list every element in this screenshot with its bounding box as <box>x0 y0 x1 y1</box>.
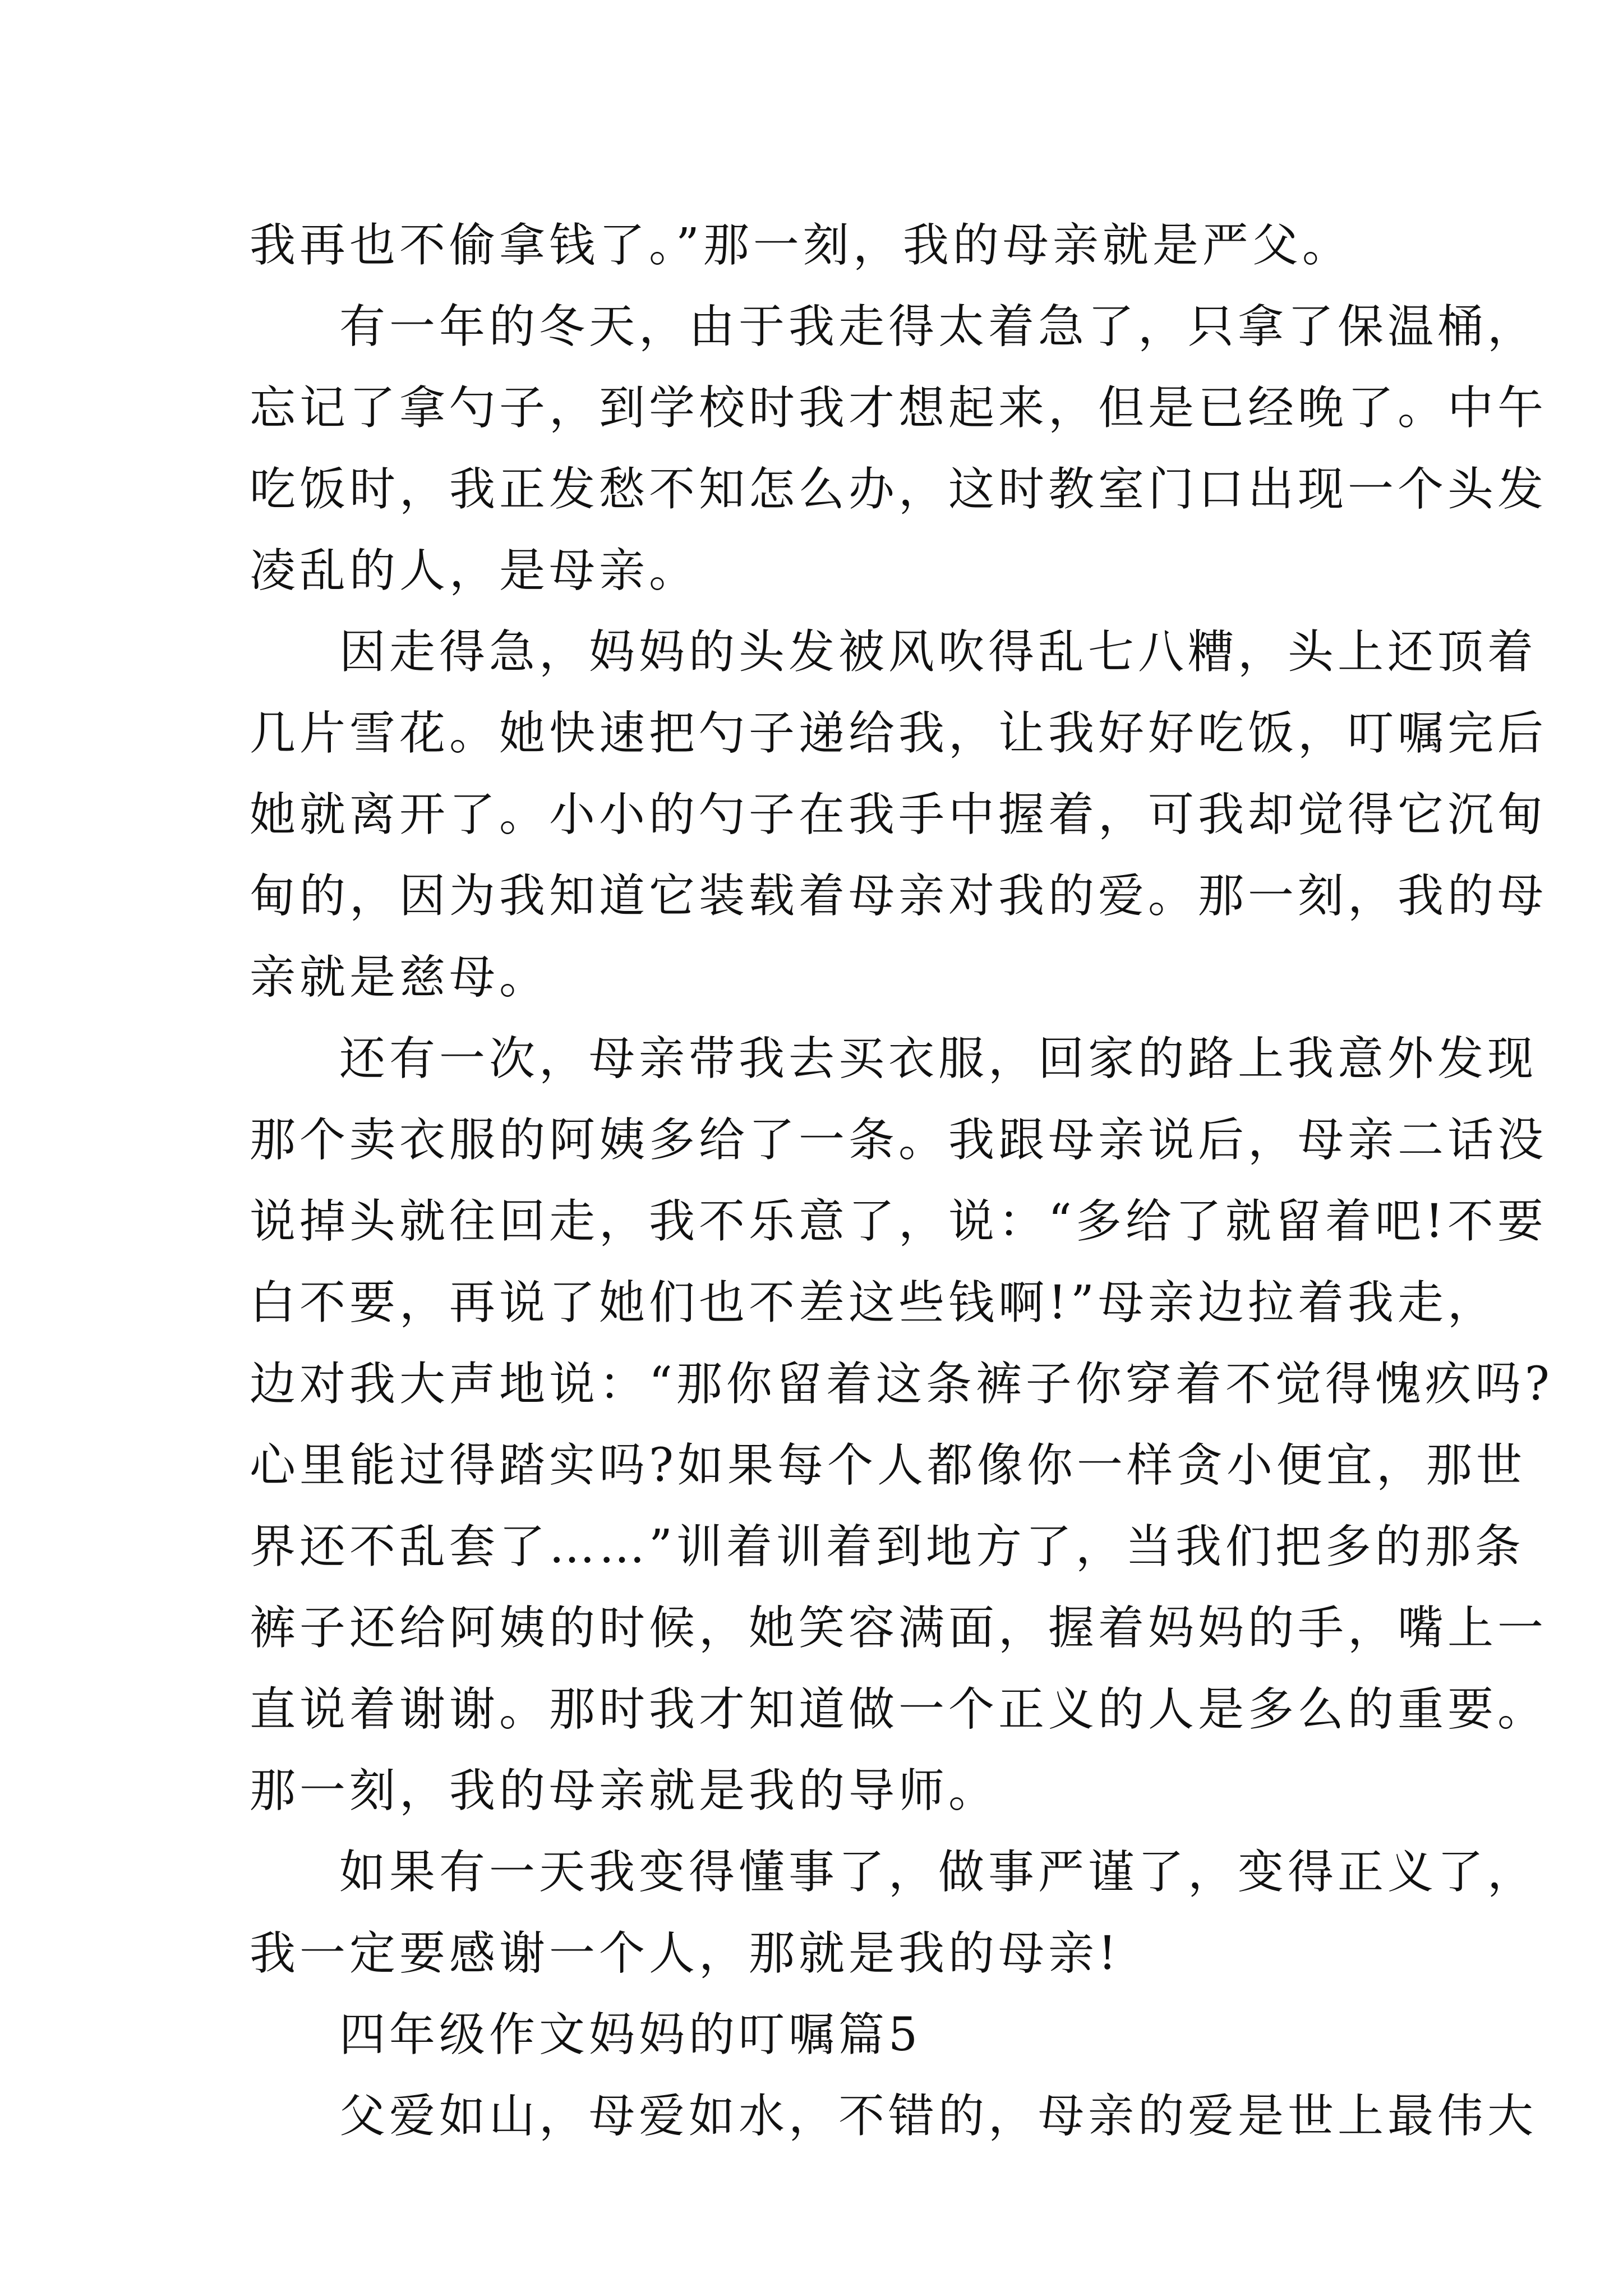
text-line: 甸的，因为我知道它装载着母亲对我的爱。那一刻，我的母 <box>250 869 1548 923</box>
paragraph-start: 父爱如山，母爱如水，不错的，母亲的爱是世上最伟大 <box>339 2090 1538 2143</box>
text-line: 那一刻，我的母亲就是我的导师。 <box>250 1764 999 1818</box>
text-line: 我再也不偷拿钱了。”那一刻，我的母亲就是严父。 <box>250 219 1352 272</box>
section-heading: 四年级作文妈妈的叮嘱篇5 <box>339 2008 922 2062</box>
text-line: 那个卖衣服的阿姨多给了一条。我跟母亲说后，母亲二话没 <box>250 1114 1548 1167</box>
paragraph-start: 如果有一天我变得懂事了，做事严谨了，变得正义了， <box>339 1846 1538 1899</box>
text-line: 说掉头就往回走，我不乐意了，说：“多给了就留着吧!不要 <box>250 1195 1547 1248</box>
text-line: 界还不乱套了……”训着训着到地方了，当我们把多的那条 <box>250 1520 1525 1573</box>
text-line: 她就离开了。小小的勺子在我手中握着，可我却觉得它沉甸 <box>250 788 1548 841</box>
text-line: 我一定要感谢一个人，那就是我的母亲! <box>250 1927 1121 1980</box>
document-body <box>250 205 1553 2157</box>
text-line: 边对我大声地说：“那你留着这条裤子你穿着不觉得愧疚吗? <box>250 1358 1553 1411</box>
text-line: 直说着谢谢。那时我才知道做一个正义的人是多么的重要。 <box>250 1683 1548 1736</box>
text-line: 几片雪花。她快速把勺子递给我，让我好好吃饭，叮嘱完后 <box>250 707 1548 760</box>
paragraph-start: 有一年的冬天，由于我走得太着急了，只拿了保温桶， <box>339 300 1538 353</box>
text-line: 凌乱的人，是母亲。 <box>250 544 699 597</box>
text-line: 裤子还给阿姨的时候，她笑容满面，握着妈妈的手，嘴上一 <box>250 1602 1548 1655</box>
text-line: 亲就是慈母。 <box>250 951 550 1004</box>
text-line: 忘记了拿勺子，到学校时我才想起来，但是已经晚了。中午 <box>250 381 1548 435</box>
text-line: 吃饭时，我正发愁不知怎么办，这时教室门口出现一个头发 <box>250 463 1548 516</box>
paragraph-start: 因走得急，妈妈的头发被风吹得乱七八糟，头上还顶着 <box>339 625 1538 679</box>
paragraph-start: 还有一次，母亲带我去买衣服，回家的路上我意外发现 <box>339 1032 1538 1085</box>
text-line: 白不要，再说了她们也不差这些钱啊!”母亲边拉着我走， <box>250 1276 1497 1329</box>
text-line: 心里能过得踏实吗?如果每个人都像你一样贪小便宜，那世 <box>250 1439 1526 1492</box>
